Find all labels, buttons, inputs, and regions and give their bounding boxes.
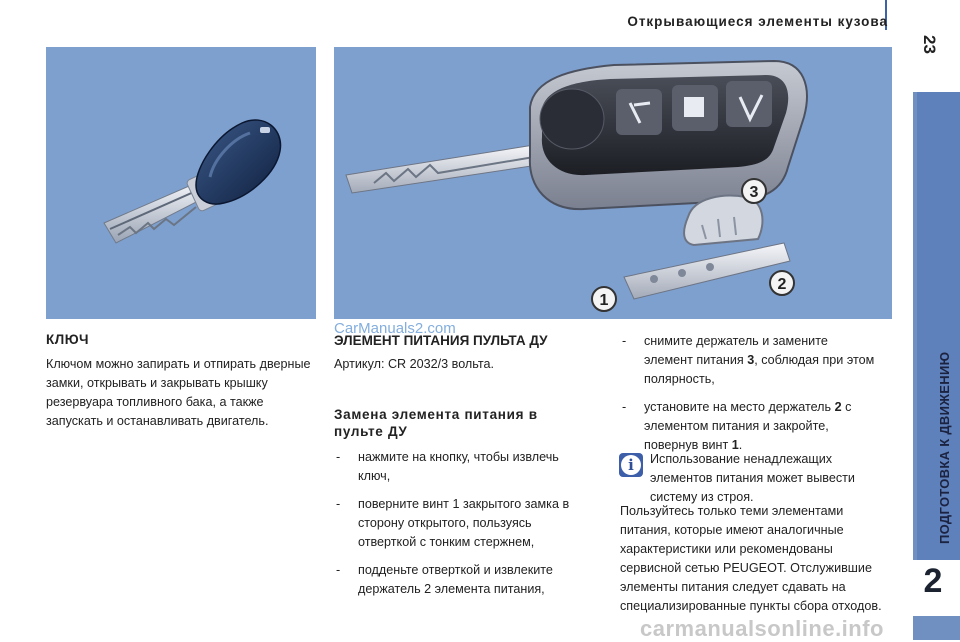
page-title: Открывающиеся элементы кузова bbox=[627, 14, 888, 29]
step-item: - нажмите на кнопку, чтобы извлечь ключ, bbox=[334, 448, 584, 486]
info-icon: i bbox=[619, 453, 643, 477]
watermark-carmanuals2: CarManuals2.com bbox=[334, 320, 456, 337]
chapter-title: ПОДГОТОВКА К ДВИЖЕНИЮ bbox=[937, 351, 952, 544]
remote-battery-illustration bbox=[334, 47, 892, 319]
step-item: - установите на место держатель 2 с элементом питания и закройте, повернув винт 1. bbox=[620, 398, 880, 455]
step-item: - снимите держатель и замените элемент питания 3, соблюдая при этом полярность, bbox=[620, 332, 880, 389]
info-note: Использование ненадлежащих элементов питания может вывести систему из строя. bbox=[650, 452, 855, 504]
page-number: 23 bbox=[920, 35, 939, 54]
chapter-number: 2 bbox=[923, 562, 943, 600]
step-item: - подденьте отверткой и извлеките держатель 2 элемента питания, bbox=[334, 561, 584, 599]
callout-1: 1 bbox=[599, 292, 609, 309]
replace-steps-right bbox=[620, 332, 880, 464]
remote-drawing bbox=[334, 47, 892, 319]
key-drawing bbox=[46, 47, 316, 319]
battery-replace-heading: Замена элемента питания в пульте ДУ bbox=[334, 407, 538, 439]
battery-article: Артикул: CR 2032/3 вольта. bbox=[334, 357, 494, 371]
callout-3: 3 bbox=[749, 184, 759, 201]
key-section-heading: КЛЮЧ bbox=[46, 332, 89, 347]
replace-steps-left bbox=[334, 448, 584, 608]
watermark-carmanualsonline: carmanualsonline.info bbox=[640, 616, 884, 641]
key-section-body: Ключом можно запирать и отпирать дверные замки, открывать и закрывать крышку резервуара топливного бака, а также запускать и останавливать двигатель. bbox=[46, 357, 311, 428]
callout-2: 2 bbox=[777, 276, 787, 293]
key-illustration bbox=[46, 47, 316, 319]
battery-section-heading: ЭЛЕМЕНТ ПИТАНИЯ ПУЛЬТА ДУ bbox=[334, 333, 548, 348]
step-item: - поверните винт 1 закрытого замка в сторону открытого, пользуясь отверткой с тонким стержнем, bbox=[334, 495, 584, 552]
battery-advice: Пользуйтесь только теми элементами питания, которые имеют аналогичные характеристики или рекомендованы сервисной сетью PEUGEOT. Отслужившие элементы питания следует сдавать на специализированные пункты сбора отходов. bbox=[620, 504, 882, 613]
